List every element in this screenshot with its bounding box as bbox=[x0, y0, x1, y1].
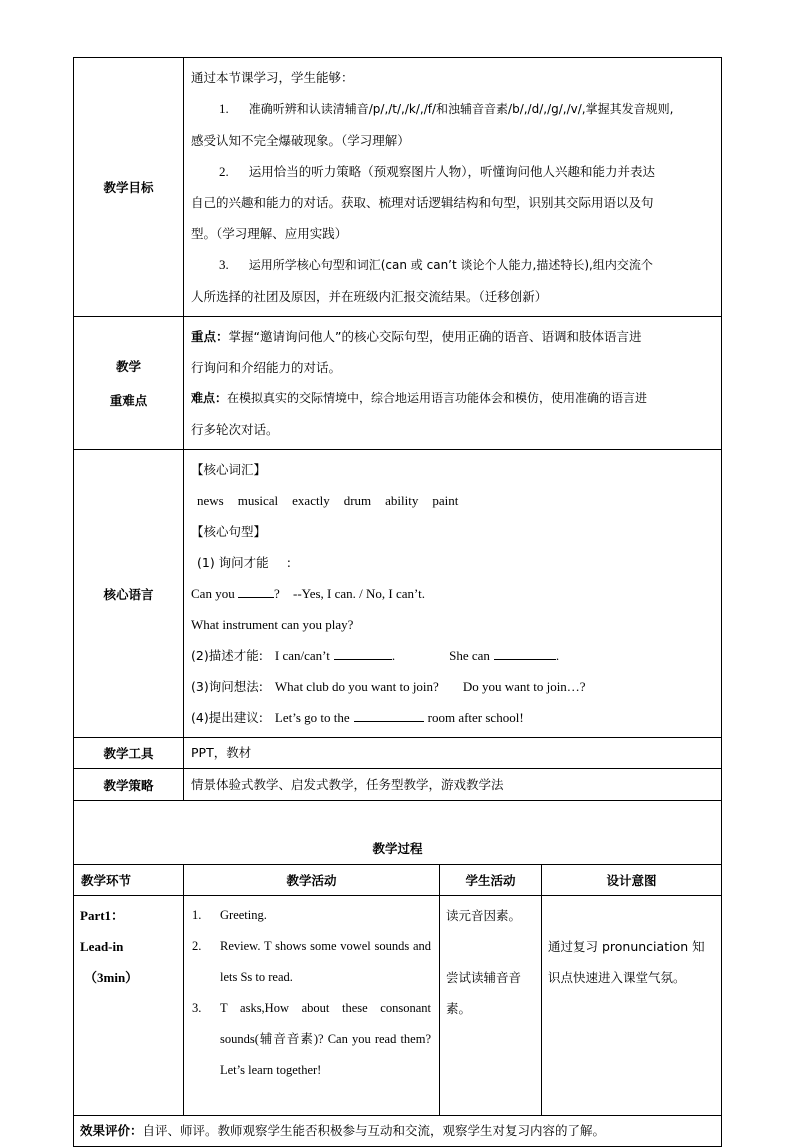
core-language-label: 核心语言 bbox=[74, 450, 184, 738]
strategy-value: 情景体验式教学、启发式教学，任务型教学，游戏教学法 bbox=[184, 769, 722, 801]
lesson-plan-table bbox=[73, 57, 722, 1147]
pattern-2: (2)描述才能: I can/can’t . She can . bbox=[191, 648, 560, 663]
process-header-row bbox=[74, 865, 722, 896]
part1-activities bbox=[184, 896, 440, 1116]
student-activity-2: 尝试读辅音音素。 bbox=[446, 970, 522, 1016]
objective-2-line-1: 2. 运用恰当的听力策略（预观察图片人物），听懂询问他人兴趣和能力并表达 bbox=[219, 164, 656, 179]
strategy-label: 教学策略 bbox=[74, 769, 184, 801]
evaluation-text: 自评、师评。教师观察学生能否积极参与互动和交流，观察学生对复习内容的了解。 bbox=[142, 1123, 606, 1138]
evaluation bbox=[74, 1116, 722, 1147]
activity-item: 2. Review. T shows some vowel sounds and lets Ss to read. bbox=[192, 939, 431, 984]
objective-2-line-3: 型。（学习理解、应用实践） bbox=[191, 226, 348, 241]
part1-subtitle: Lead-in bbox=[80, 939, 124, 954]
key-points-row bbox=[74, 317, 722, 450]
key-points-content bbox=[184, 317, 722, 450]
fill-blank bbox=[238, 585, 274, 598]
fill-blank bbox=[334, 647, 392, 660]
process-title: 教学过程 bbox=[74, 801, 722, 865]
tools-label: 教学工具 bbox=[74, 738, 184, 769]
design-intent-text: 通过复习 pronunciation 知识点快速进入课堂气氛。 bbox=[548, 939, 705, 985]
key-point-line-2: 行询问和介绍能力的对话。 bbox=[191, 360, 342, 375]
objective-2-line-2: 自己的兴趣和能力的对话。获取、梳理对话逻辑结构和句型，识别其交际用语以及句 bbox=[191, 195, 654, 210]
header-teacher-activity: 教学活动 bbox=[184, 865, 440, 896]
evaluation-label: 效果评价： bbox=[80, 1123, 143, 1138]
part1-stage bbox=[74, 896, 184, 1116]
pattern-1-question: Can you ? --Yes, I can. / No, I can’t. bbox=[191, 586, 426, 601]
evaluation-row bbox=[74, 1116, 722, 1147]
fill-blank bbox=[494, 647, 556, 660]
part1-row bbox=[74, 896, 722, 1116]
pattern-title: 【核心句型】 bbox=[191, 524, 267, 539]
header-student-activity: 学生活动 bbox=[440, 865, 542, 896]
vocab-title: 【核心词汇】 bbox=[191, 462, 267, 477]
objectives-label: 教学目标 bbox=[74, 58, 184, 317]
part1-design-intent bbox=[542, 896, 722, 1116]
part1-duration: （3min） bbox=[84, 970, 139, 985]
difficulty-line-2: 行多轮次对话。 bbox=[191, 422, 279, 437]
process-title-row bbox=[74, 801, 722, 865]
pattern-4: (4)提出建议: Let’s go to the room after school! bbox=[191, 710, 524, 725]
header-stage: 教学环节 bbox=[74, 865, 184, 896]
core-language-row bbox=[74, 450, 722, 738]
pattern-1-question-2: What instrument can you play? bbox=[191, 617, 354, 632]
objectives-intro: 通过本节课学习，学生能够： bbox=[191, 70, 354, 85]
header-design-intent: 设计意图 bbox=[542, 865, 722, 896]
student-activity-1: 读元音因素。 bbox=[446, 908, 522, 923]
pattern-1-label: (1) 询问才能 : bbox=[197, 555, 291, 570]
objectives-content bbox=[184, 58, 722, 317]
objective-3-line-1: 3. 运用所学核心句型和词汇(can 或 can’t 谈论个人能力,描述特长),组内交流个 bbox=[219, 257, 653, 272]
objectives-row bbox=[74, 58, 722, 317]
tools-value: PPT，教材 bbox=[184, 738, 722, 769]
vocab-list: news musical exactly drum ability paint bbox=[197, 493, 459, 508]
pattern-3: (3)询问想法: What club do you want to join? Do you want to join…? bbox=[191, 679, 586, 694]
objective-1-line-1: 1. 准确听辨和认读清辅音/p/,/t/,/k/,/f/和浊辅音音素/b/,/d/,/g/,/v/,掌握其发音规则, bbox=[219, 101, 674, 116]
fill-blank bbox=[354, 709, 424, 722]
part1-student-activity bbox=[440, 896, 542, 1116]
activity-item: 3. T asks,How about these consonant sounds(辅音音素)? Can you read them? Let’s learn together! bbox=[192, 1001, 431, 1077]
objective-3-line-2: 人所选择的社团及原因，并在班级内汇报交流结果。（迁移创新） bbox=[191, 289, 548, 304]
activity-item: 1. Greeting. bbox=[192, 908, 267, 922]
strategy-row bbox=[74, 769, 722, 801]
difficulty-line-1: 难点：在模拟真实的交际情境中，综合地运用语言功能体会和模仿，使用准确的语言进 bbox=[191, 391, 648, 405]
objective-1-line-2: 感受认知不完全爆破现象。（学习理解） bbox=[191, 133, 410, 148]
key-points-label: 教学 重难点 bbox=[74, 317, 184, 450]
core-language-content bbox=[184, 450, 722, 738]
key-point-line-1: 重点：掌握“邀请询问他人”的核心交际句型，使用正确的语音、语调和肢体语言进 bbox=[191, 329, 642, 344]
part1-title: Part1： bbox=[80, 908, 125, 923]
tools-row bbox=[74, 738, 722, 769]
